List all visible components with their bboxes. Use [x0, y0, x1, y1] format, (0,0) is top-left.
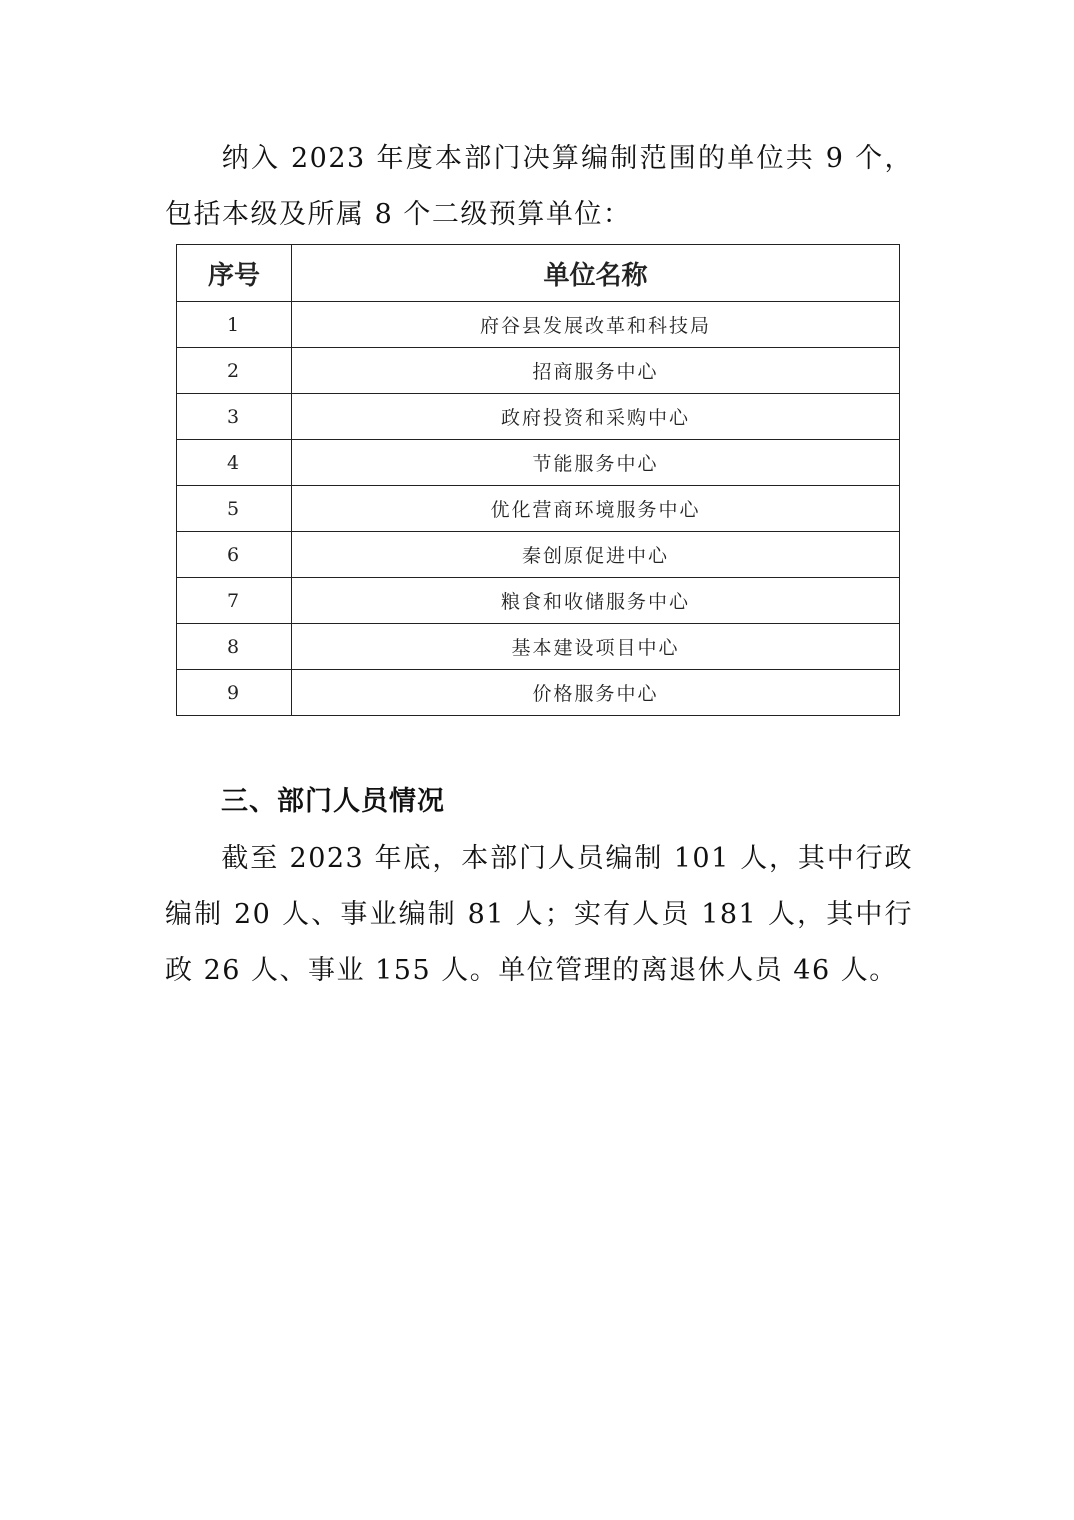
- cell-unit-name: 节能服务中心: [292, 440, 900, 486]
- cell-serial-number: 8: [177, 624, 292, 670]
- cell-serial-number: 1: [177, 302, 292, 348]
- cell-serial-number: 7: [177, 578, 292, 624]
- cell-unit-name: 价格服务中心: [292, 670, 900, 716]
- staffing-paragraph: [165, 831, 913, 999]
- table-header-row: [177, 245, 900, 302]
- header-serial-number: 序号: [177, 245, 292, 302]
- table-row: [177, 348, 900, 394]
- cell-serial-number: 2: [177, 348, 292, 394]
- cell-serial-number: 3: [177, 394, 292, 440]
- cell-unit-name: 秦创原促进中心: [292, 532, 900, 578]
- table-row: [177, 302, 900, 348]
- cell-unit-name: 政府投资和采购中心: [292, 394, 900, 440]
- units-table: [176, 244, 900, 716]
- cell-serial-number: 5: [177, 486, 292, 532]
- table-row: [177, 486, 900, 532]
- intro-text: 纳入 2023 年度本部门决算编制范围的单位共 9 个，包括本级及所属 8 个二级预算单位：: [165, 143, 913, 230]
- cell-serial-number: 6: [177, 532, 292, 578]
- section-heading: 三、部门人员情况: [221, 786, 445, 817]
- cell-unit-name: 基本建设项目中心: [292, 624, 900, 670]
- cell-serial-number: 9: [177, 670, 292, 716]
- table-row: [177, 670, 900, 716]
- table-row: [177, 440, 900, 486]
- staffing-text: 截至 2023 年底，本部门人员编制 101 人，其中行政编制 20 人、事业编制 81 人；实有人员 181 人，其中行政 26 人、事业 155 人。单位管理的离退休人员 46 人。: [165, 843, 913, 986]
- table-row: [177, 532, 900, 578]
- cell-unit-name: 粮食和收储服务中心: [292, 578, 900, 624]
- cell-serial-number: 4: [177, 440, 292, 486]
- header-unit-name: 单位名称: [292, 245, 900, 302]
- intro-paragraph: [165, 131, 913, 243]
- table-row: [177, 578, 900, 624]
- cell-unit-name: 招商服务中心: [292, 348, 900, 394]
- cell-unit-name: 府谷县发展改革和科技局: [292, 302, 900, 348]
- table-row: [177, 624, 900, 670]
- table-row: [177, 394, 900, 440]
- cell-unit-name: 优化营商环境服务中心: [292, 486, 900, 532]
